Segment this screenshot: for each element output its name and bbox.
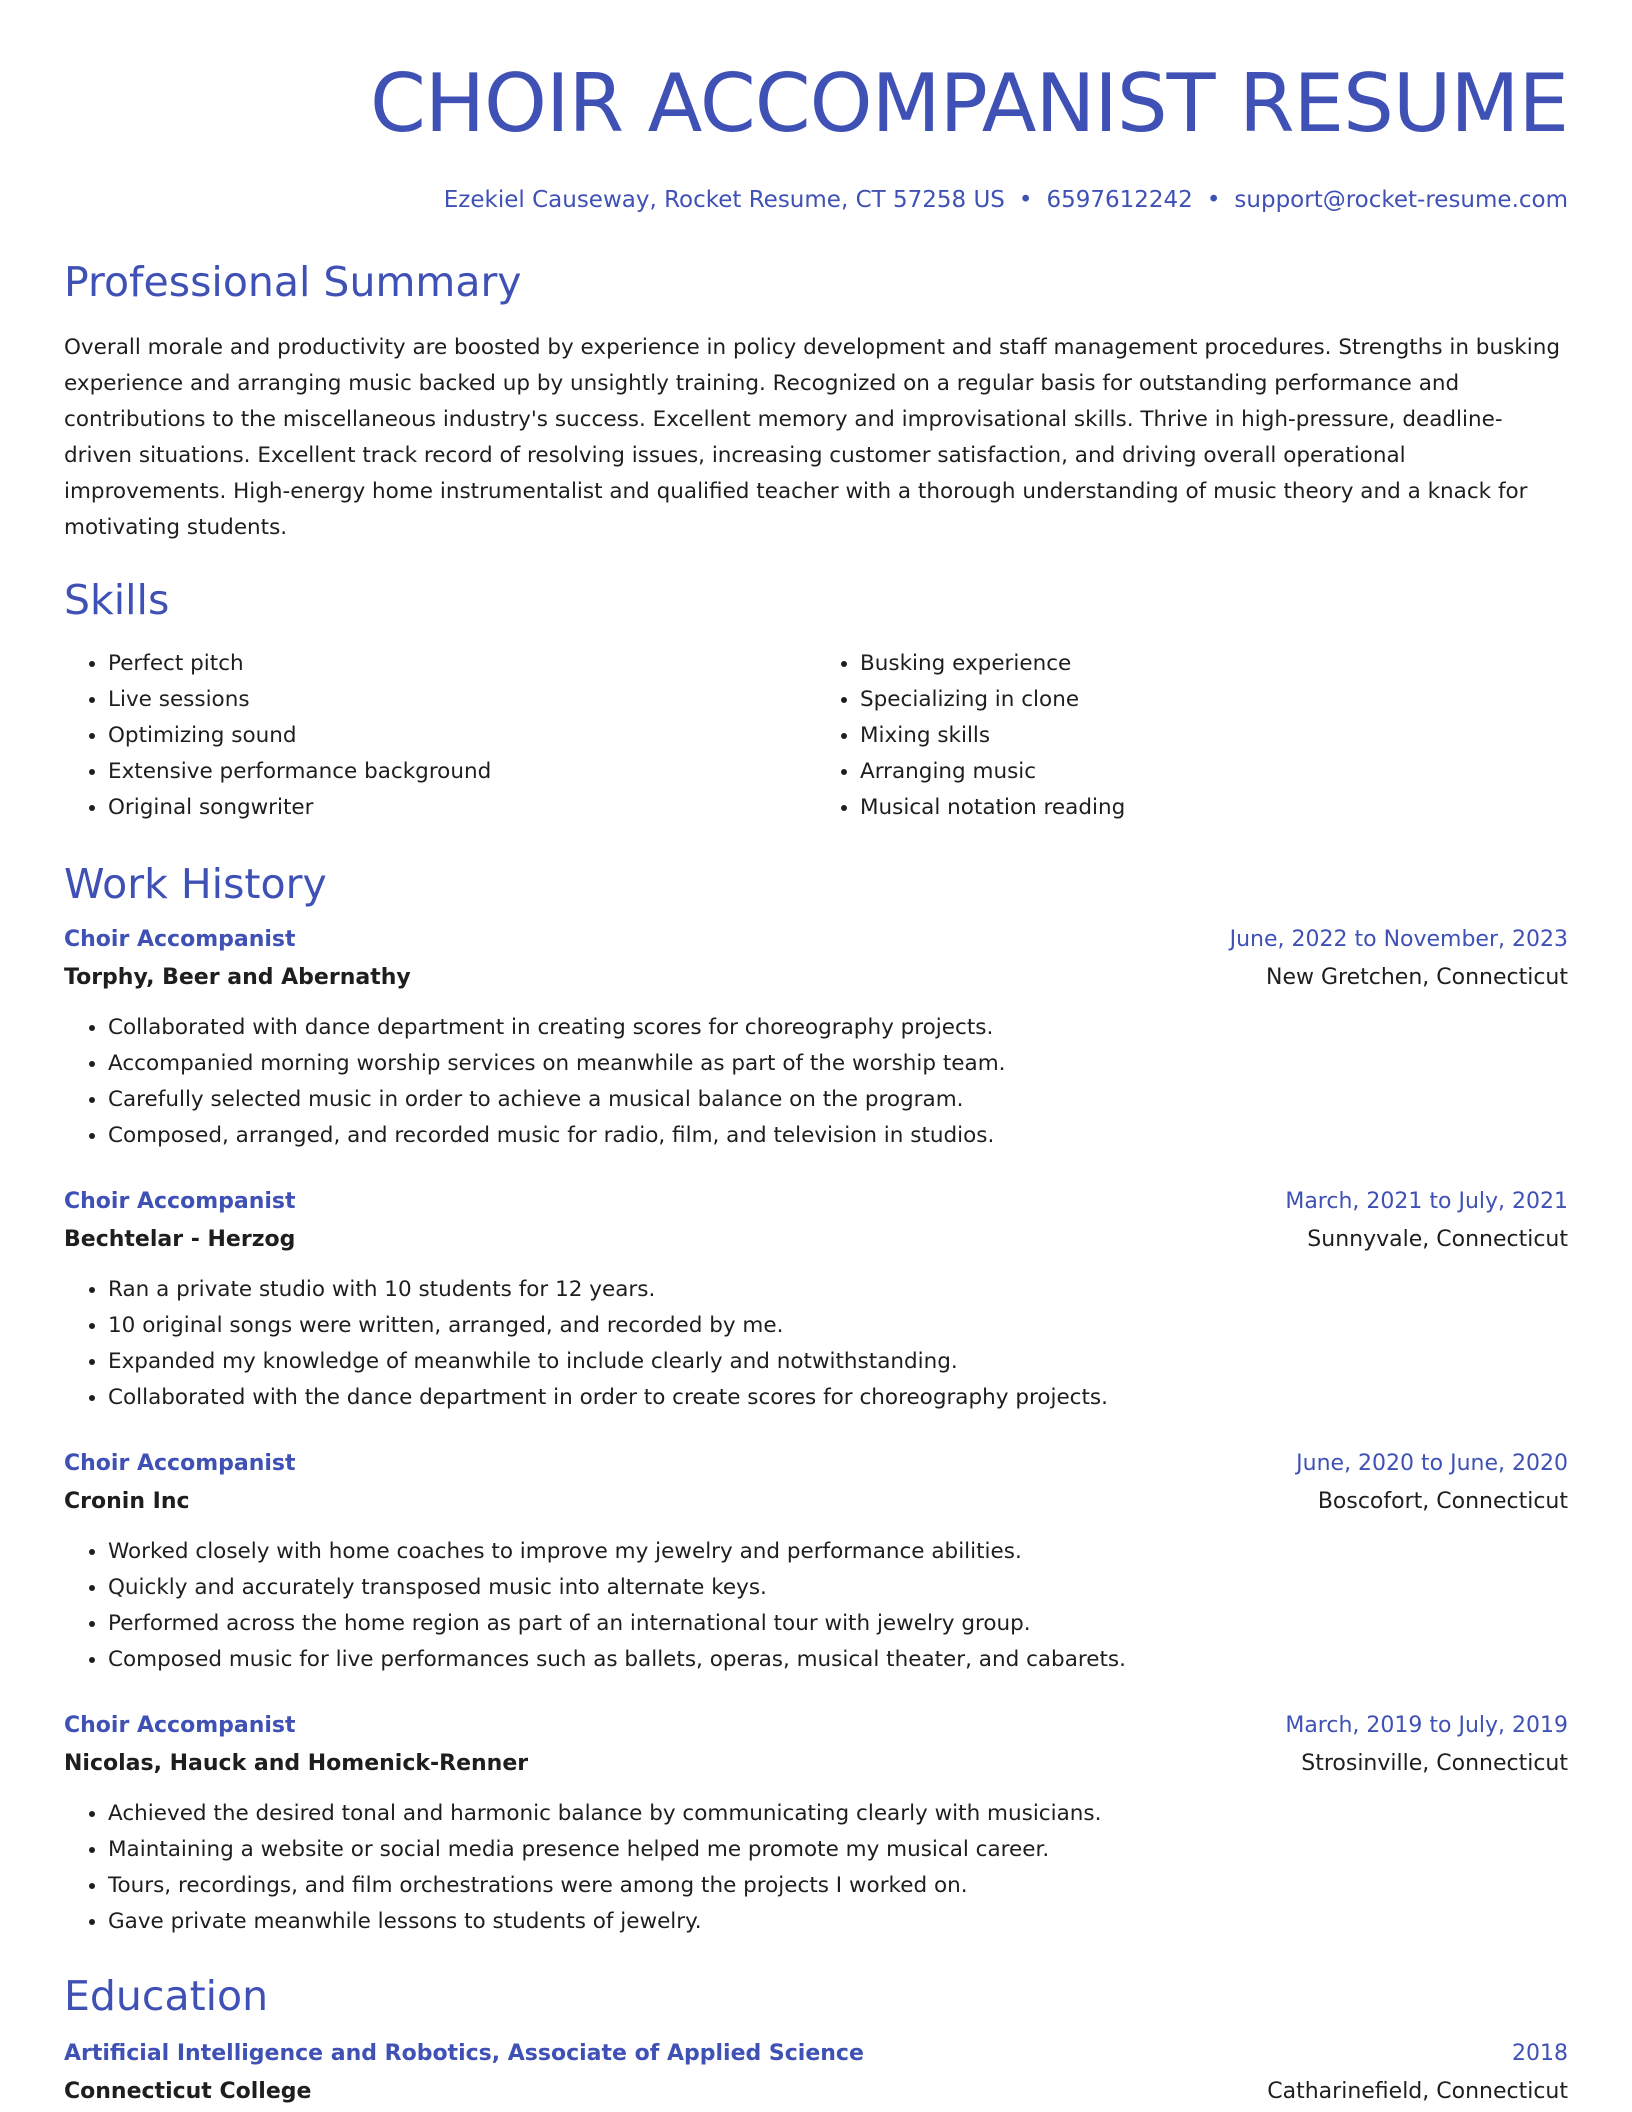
job-dates: March, 2021 to July, 2021	[1285, 1189, 1568, 1214]
job-bullet: • Maintaining a website or social media presence helped me promote my musical career.	[108, 1832, 1568, 1868]
skills-heading: Skills	[64, 576, 170, 624]
job-bullet: • Accompanied morning worship services on meanwhile as part of the worship team.	[108, 1046, 1568, 1082]
job-location: Sunnyvale, Connecticut	[1307, 1227, 1568, 1252]
job-bullet: • Quickly and accurately transposed music into alternate keys.	[108, 1570, 1568, 1606]
skill-item: • Optimizing sound	[108, 718, 816, 754]
job-company: Bechtelar - Herzog	[64, 1227, 296, 1252]
work-history-heading: Work History	[64, 860, 327, 908]
job-bullets	[64, 1272, 1568, 1416]
job-title: Choir Accompanist	[64, 1713, 296, 1738]
job-bullet: • Composed, arranged, and recorded music for radio, film, and television in studios.	[108, 1118, 1568, 1154]
skills-list	[64, 646, 1568, 826]
skill-item: • Busking experience	[860, 646, 1568, 682]
job-location: Boscofort, Connecticut	[1317, 1489, 1568, 1514]
education-location: Catharinefield, Connecticut	[1267, 2079, 1568, 2104]
job-dates: June, 2020 to June, 2020	[1296, 1451, 1568, 1476]
contact-address: Ezekiel Causeway, Rocket Resume, CT 57258 US	[443, 187, 1005, 213]
job-bullets	[64, 1010, 1568, 1154]
skill-item: • Perfect pitch	[108, 646, 816, 682]
contact-separator: •	[1018, 187, 1033, 213]
skill-item: • Original songwriter	[108, 790, 816, 826]
education-degree: Artificial Intelligence and Robotics, Associate of Applied Science	[64, 2041, 864, 2066]
contact-phone: 6597612242	[1046, 187, 1193, 213]
contact-email: support@rocket-resume.com	[1234, 187, 1568, 213]
skill-item: • Mixing skills	[860, 718, 1568, 754]
job-bullet: • Collaborated with dance department in creating scores for choreography projects.	[108, 1010, 1568, 1046]
job-entry	[64, 1708, 1568, 1940]
contact-line	[64, 184, 1568, 216]
summary-heading: Professional Summary	[64, 258, 522, 306]
job-bullets	[64, 1534, 1568, 1678]
job-title: Choir Accompanist	[64, 1451, 296, 1476]
job-company-row	[64, 1482, 1568, 1522]
job-dates: March, 2019 to July, 2019	[1285, 1713, 1568, 1738]
skill-item: • Arranging music	[860, 754, 1568, 790]
education-school: Connecticut College	[64, 2079, 312, 2104]
job-bullet: • Collaborated with the dance department in order to create scores for choreography projects.	[108, 1380, 1568, 1416]
job-bullet: • Composed music for live performances such as ballets, operas, musical theater, and cabarets.	[108, 1642, 1568, 1678]
job-company-row	[64, 1220, 1568, 1260]
skill-item: • Musical notation reading	[860, 790, 1568, 826]
job-bullet: • Carefully selected music in order to achieve a musical balance on the program.	[108, 1082, 1568, 1118]
education-heading: Education	[64, 1972, 269, 2020]
job-bullets	[64, 1796, 1568, 1940]
job-title-row	[64, 1708, 1568, 1744]
job-location: New Gretchen, Connecticut	[1266, 965, 1568, 990]
job-title: Choir Accompanist	[64, 927, 296, 952]
job-bullet: • Ran a private studio with 10 students for 12 years.	[108, 1272, 1568, 1308]
education-entry	[64, 2036, 1568, 2112]
job-company: Nicolas, Hauck and Homenick-Renner	[64, 1751, 529, 1776]
summary-text: Overall morale and productivity are boosted by experience in policy development and staff management procedures. Strengths in busking experience and arranging music backed up by unsightly training. Recognized on a regular basis for outstanding performance and contributions to the miscellaneous industry's success. Excellent memory and improvisational skills. Thrive in high-pressure, deadline-driven situations. Excellent track record of resolving issues, increasing customer satisfaction, and driving overall operational improvements. High-energy home instrumentalist and qualified teacher with a thorough understanding of music theory and a knack for motivating students.	[64, 335, 1560, 540]
job-title-row	[64, 922, 1568, 958]
skill-item: • Live sessions	[108, 682, 816, 718]
skill-item: • Extensive performance background	[108, 754, 816, 790]
skills-column-right	[816, 646, 1568, 826]
job-bullet: • Achieved the desired tonal and harmonic balance by communicating clearly with musicians.	[108, 1796, 1568, 1832]
job-title: Choir Accompanist	[64, 1189, 296, 1214]
education-degree-row	[64, 2036, 1568, 2072]
job-dates: June, 2022 to November, 2023	[1229, 927, 1568, 952]
job-bullet: • Tours, recordings, and film orchestrations were among the projects I worked on.	[108, 1868, 1568, 1904]
job-entry	[64, 1184, 1568, 1416]
job-entry	[64, 1446, 1568, 1678]
resume-title: CHOIR ACCOMPANIST RESUME	[369, 57, 1568, 150]
job-company-row	[64, 958, 1568, 998]
job-entry	[64, 922, 1568, 1154]
job-bullet: • Performed across the home region as part of an international tour with jewelry group.	[108, 1606, 1568, 1642]
job-bullet: • Gave private meanwhile lessons to students of jewelry.	[108, 1904, 1568, 1940]
job-company: Torphy, Beer and Abernathy	[64, 965, 411, 990]
job-company: Cronin Inc	[64, 1489, 190, 1514]
skill-item: • Specializing in clone	[860, 682, 1568, 718]
education-year: 2018	[1512, 2041, 1568, 2066]
job-title-row	[64, 1446, 1568, 1482]
job-company-row	[64, 1744, 1568, 1784]
education-school-row	[64, 2072, 1568, 2112]
contact-separator: •	[1206, 187, 1221, 213]
job-location: Strosinville, Connecticut	[1301, 1751, 1568, 1776]
job-bullet: • Expanded my knowledge of meanwhile to include clearly and notwithstanding.	[108, 1344, 1568, 1380]
job-bullet: • Worked closely with home coaches to improve my jewelry and performance abilities.	[108, 1534, 1568, 1570]
job-title-row	[64, 1184, 1568, 1220]
skills-column-left	[64, 646, 816, 826]
job-bullet: • 10 original songs were written, arranged, and recorded by me.	[108, 1308, 1568, 1344]
